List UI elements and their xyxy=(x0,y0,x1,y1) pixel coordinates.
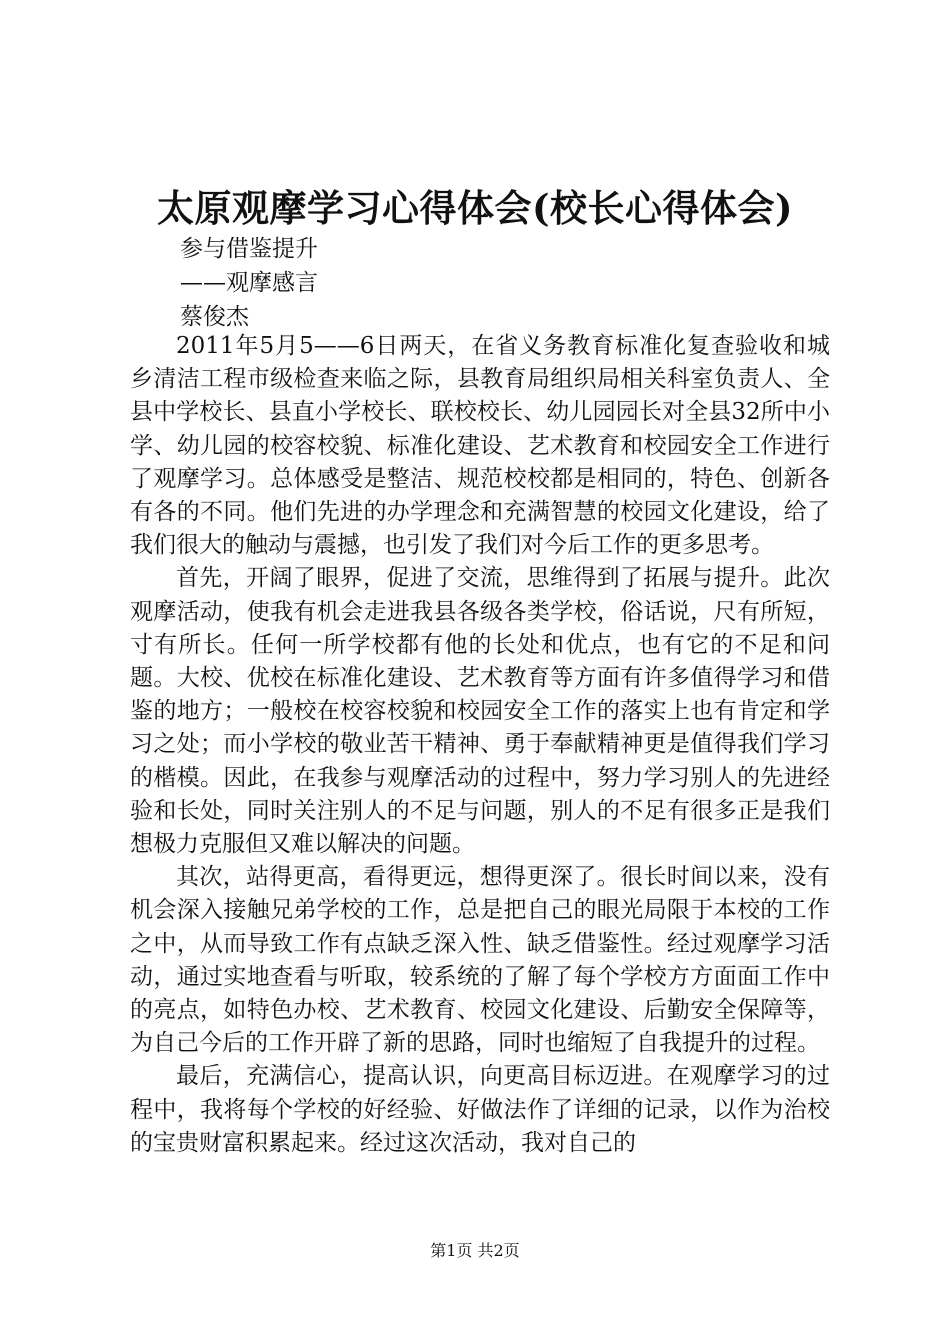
document-byline: ——观摩感言 xyxy=(180,270,318,296)
document-body xyxy=(130,330,830,1160)
body-paragraph: 其次，站得更高，看得更远，想得更深了。很长时间以来，没有机会深入接触兄弟学校的工作，总是把自己的眼光局限于本校的工作之中，从而导致工作有点缺乏深入性、缺乏借鉴性。经过观摩学习活动，通过实地查看与听取，较系统的了解了每个学校方方面面工作中的亮点，如特色办校、艺术教育、校园文化建设、后勤安全保障等，为自己今后的工作开辟了新的思路，同时也缩短了自我提升的过程。 xyxy=(130,864,830,1057)
document-author: 蔡俊杰 xyxy=(180,304,249,330)
page-footer: 第1页 共2页 xyxy=(430,1241,520,1260)
document-subtitle: 参与借鉴提升 xyxy=(180,236,318,262)
body-paragraph: 首先，开阔了眼界，促进了交流，思维得到了拓展与提升。此次观摩活动，使我有机会走进我县各级各类学校，俗话说，尺有所短，寸有所长。任何一所学校都有他的长处和优点，也有它的不足和问题。大校、优校在标准化建设、艺术教育等方面有许多值得学习和借鉴的地方；一般校在校容校貌和校园安全工作的落实上也有肯定和学习之处；而小学校的敬业苦干精神、勇于奉献精神更是值得我们学习的楷模。因此，在我参与观摩活动的过程中，努力学习别人的先进经验和长处，同时关注别人的不足与问题，别人的不足有很多正是我们想极力克服但又难以解决的问题。 xyxy=(130,565,830,858)
body-paragraph: 2011年5月5——6日两天，在省义务教育标准化复查验收和城乡清洁工程市级检查来临之际，县教育局组织局相关科室负责人、全县中学校长、县直小学校长、联校校长、幼儿园园长对全县32所中小学、幼儿园的校容校貌、标准化建设、艺术教育和校园安全工作进行了观摩学习。总体感受是整洁、规范校校都是相同的，特色、创新各有各的不同。他们先进的办学理念和充满智慧的校园文化建设，给了我们很大的触动与震撼，也引发了我们对今后工作的更多思考。 xyxy=(130,333,830,559)
body-paragraph: 最后，充满信心，提高认识，向更高目标迈进。在观摩学习的过程中，我将每个学校的好经验、好做法作了详细的记录，以作为治校的宝贵财富积累起来。经过这次活动，我对自己的 xyxy=(130,1063,830,1156)
document-title: 太原观摩学习心得体会(校长心得体会) xyxy=(156,186,793,230)
